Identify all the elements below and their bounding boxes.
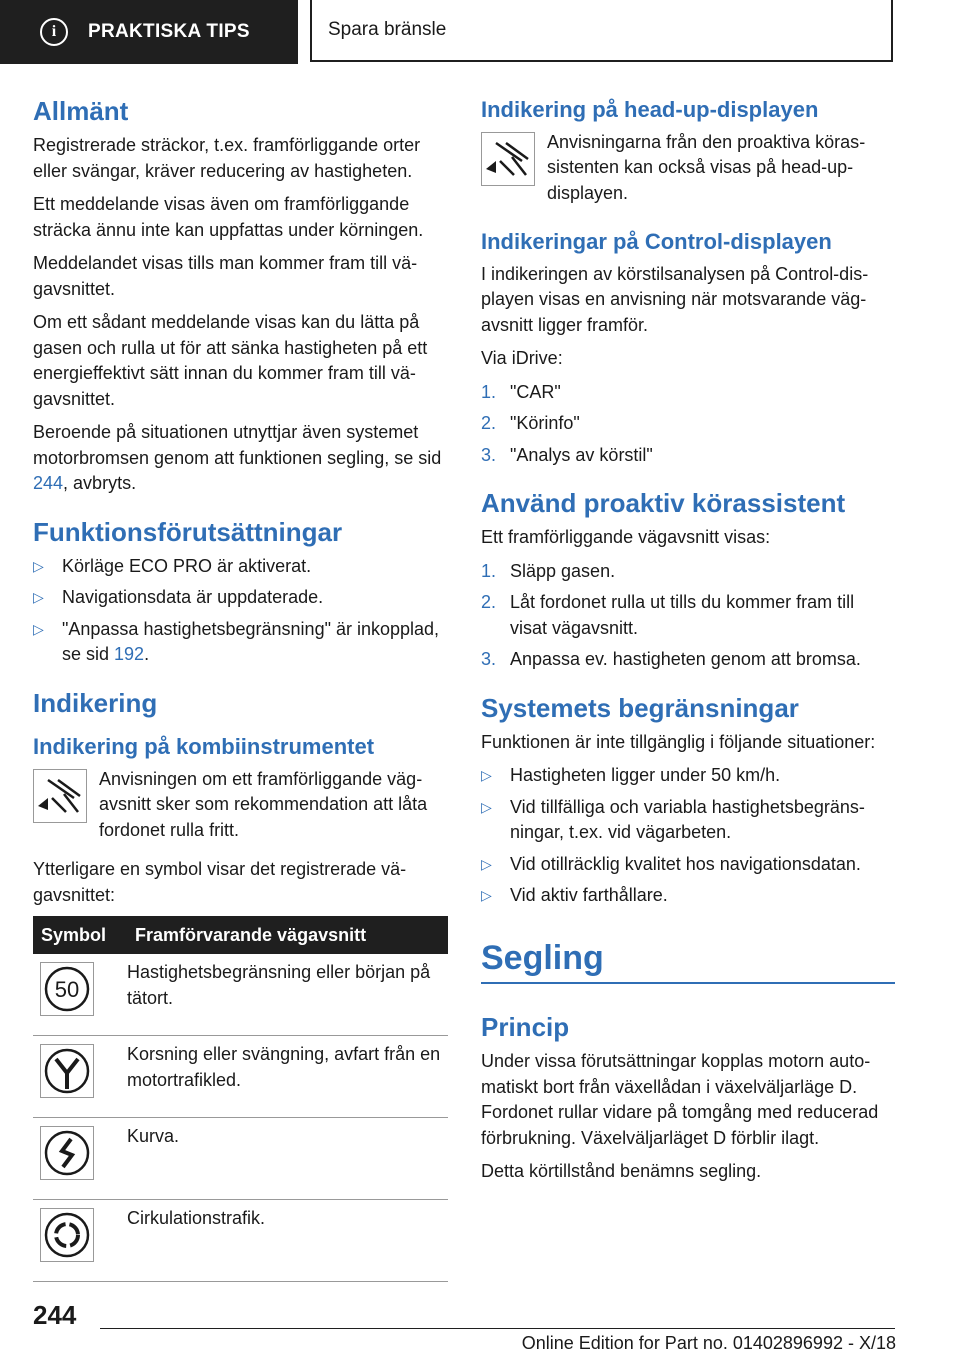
- symbol-cell: [33, 954, 127, 1036]
- heading-anvand: Använd proaktiv körassistent: [481, 488, 846, 518]
- page-number: 244: [33, 1300, 77, 1330]
- heading-control-display: Indikeringar på Control-displayen: [481, 229, 832, 254]
- text: "Anpassa hastighetsbegränsning" är inkopplad, se sid: [62, 618, 440, 665]
- list-item: [481, 647, 895, 673]
- text: Hastigheten ligger under 50 km/h.: [510, 765, 781, 786]
- left-column: [33, 96, 448, 1282]
- description-cell: Kurva.: [127, 1118, 448, 1200]
- column-header-symbol: Symbol: [33, 916, 127, 954]
- section-title: PRAKTISKA TIPS: [88, 21, 250, 42]
- text: Vid aktiv farthållare.: [510, 885, 668, 906]
- text: Släpp gasen.: [510, 560, 616, 581]
- symbol-cell: [33, 1200, 127, 1282]
- triangle-bullet-icon: ▷: [481, 887, 492, 904]
- paragraph: Anvisningarna från den proaktiva körassistenten kan också visas på head-up-displayen.: [547, 131, 866, 203]
- idrive-steps: [481, 380, 895, 469]
- proactive-assistant-icon: [481, 132, 535, 186]
- requirements-list: [33, 554, 448, 668]
- list-item: [481, 443, 895, 469]
- list-item: [33, 617, 448, 668]
- text: Anpassa ev. hastigheten genom att bromsa.: [510, 649, 861, 670]
- step-number: 3.: [481, 444, 497, 465]
- icon-row: [481, 130, 895, 207]
- table-row: [33, 1200, 448, 1282]
- table-row: [33, 954, 448, 1036]
- paragraph: Via iDrive:: [481, 348, 563, 368]
- chapter-title: Spara bränsle: [328, 19, 447, 40]
- heading-allmant: Allmänt: [33, 96, 129, 126]
- column-header-description: Framförvarande vägavsnitt: [127, 916, 448, 954]
- step-number: 1.: [481, 381, 497, 402]
- text: Vid otillräcklig kvalitet hos navigationsdatan.: [510, 853, 861, 874]
- heading-princip: Princip: [481, 1011, 570, 1042]
- list-item: [481, 559, 895, 585]
- svg-text:50: 50: [54, 977, 80, 1003]
- text: Låt fordonet rulla ut tills du kommer fram till visat vägavsnitt.: [510, 592, 855, 638]
- heading-segling: Segling: [481, 938, 604, 977]
- page-link-192[interactable]: 192: [114, 644, 145, 665]
- paragraph: Ett meddelande visas även om framförliggande sträcka ännu inte kan uppfattas under körningen.: [33, 194, 424, 240]
- edition-footer: Online Edition for Part no. 01402896992 - X/18: [521, 1333, 896, 1353]
- paragraph: Om ett sådant meddelande visas kan du lätta på gasen och rulla ut för att sänka hastigheten på ett energieffektivt sätt innan du kommer fram till vägavsnittet.: [33, 312, 428, 409]
- paragraph: Under vissa förutsättningar kopplas motorn automatiskt bort från växellådan i växelväljarläge D. Fordonet rullar vidare på tomgång med reducerad förbrukning. Växelväljarläget D förblir ilagt.: [481, 1051, 879, 1148]
- paragraph: I indikeringen av körstilsanalysen på Control-displayen visas en anvisning när motsvarande vägavsnitt ligger framför.: [481, 263, 869, 335]
- list-item: [481, 883, 895, 909]
- description-cell: Hastighetsbegränsning eller början på tätort.: [127, 954, 448, 1036]
- footer-rule: [100, 1328, 895, 1329]
- text: , avbryts.: [63, 473, 137, 494]
- text: Navigationsdata är uppdaterade.: [62, 587, 324, 608]
- heading-indikering: Indikering: [33, 687, 158, 718]
- text: Vid tillfälliga och variabla hastighetsbegränsningar, t.ex. vid vägarbeten.: [510, 796, 865, 843]
- paragraph: [33, 420, 448, 497]
- triangle-bullet-icon: ▷: [481, 855, 492, 872]
- triangle-bullet-icon: ▷: [33, 557, 44, 574]
- triangle-bullet-icon: ▷: [481, 767, 492, 784]
- proactive-assistant-icon: [33, 769, 87, 823]
- menu-path-car: "CAR": [510, 381, 561, 402]
- list-item: [481, 763, 895, 789]
- description-cell: Cirkulationstrafik.: [127, 1200, 448, 1282]
- assistant-steps: [481, 559, 895, 673]
- segling-title-rule: [481, 939, 895, 984]
- paragraph: Registrerade sträckor, t.ex. framförliggande orter eller svängar, kräver reducering av hastigheten.: [33, 135, 421, 181]
- menu-path-korinfo: "Körinfo": [510, 413, 580, 433]
- list-item: [481, 795, 895, 846]
- list-item: [481, 590, 895, 641]
- paragraph: Anvisningen om ett framförliggande vägavsnitt sker som rekommendation att låta fordonet rulla fritt.: [99, 768, 428, 840]
- symbol-cell: [33, 1036, 127, 1118]
- page-link-244[interactable]: 244: [33, 473, 64, 494]
- text: Beroende på situationen utnyttjar även systemet motorbromsen genom att funktionen segling, se sid: [33, 422, 442, 468]
- text: Körläge ECO PRO är aktiverat.: [62, 555, 312, 576]
- symbol-table: [33, 916, 448, 1282]
- paragraph: Detta körtillstånd benämns segling.: [481, 1161, 762, 1182]
- junction-icon: [40, 1044, 94, 1098]
- list-item: [481, 411, 895, 437]
- icon-row: [33, 767, 448, 844]
- heading-kombiinstrumentet: Indikering på kombiinstrumentet: [33, 734, 375, 760]
- triangle-bullet-icon: ▷: [481, 798, 492, 815]
- step-number: 2.: [481, 413, 497, 433]
- heading-funktionsforutsattningar: Funktionsförutsättningar: [33, 516, 343, 547]
- heading-head-up-display: Indikering på head-up-displayen: [481, 97, 819, 122]
- step-number: 2.: [481, 592, 497, 613]
- paragraph: Meddelandet visas tills man kommer fram till vägavsnittet.: [33, 253, 418, 299]
- step-number: 1.: [481, 560, 497, 581]
- table-header: [33, 916, 448, 954]
- step-number: 3.: [481, 649, 497, 670]
- paragraph: Ett framförliggande vägavsnitt visas:: [481, 527, 771, 548]
- text: .: [144, 644, 150, 665]
- roundabout-icon: [40, 1208, 94, 1262]
- limitations-list: [481, 763, 895, 909]
- list-item: [481, 852, 895, 878]
- list-item: [481, 380, 895, 406]
- list-item: [33, 585, 448, 611]
- symbol-cell: [33, 1118, 127, 1200]
- paragraph: Ytterligare en symbol visar det registrerade vägavsnittet:: [33, 859, 407, 905]
- right-column: [481, 96, 895, 1193]
- list-item: [33, 554, 448, 580]
- section-tab: [0, 0, 298, 64]
- curve-icon: [40, 1126, 94, 1180]
- description-cell: Korsning eller svängning, avfart från en motortrafikled.: [127, 1036, 448, 1118]
- triangle-bullet-icon: ▷: [33, 589, 44, 606]
- triangle-bullet-icon: ▷: [33, 620, 44, 637]
- paragraph: Funktionen är inte tillgänglig i följande situationer:: [481, 731, 876, 752]
- heading-begransningar: Systemets begränsningar: [481, 692, 799, 723]
- menu-path-analys: "Analys av körstil": [510, 444, 653, 465]
- info-icon: i: [40, 18, 68, 46]
- table-row: [33, 1118, 448, 1200]
- chapter-header: [310, 0, 893, 62]
- speed-limit-50-icon: [40, 962, 94, 1016]
- table-row: [33, 1036, 448, 1118]
